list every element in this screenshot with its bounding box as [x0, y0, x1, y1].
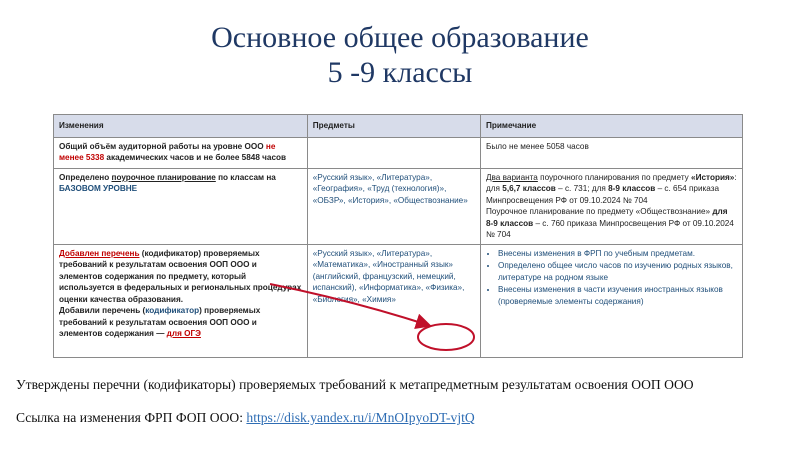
row2-note-g: – с. 760 приказа Минпросвещения РФ от 09.10.2024 № 704: [486, 218, 734, 239]
row1-text-b: академических часов и не более 5848 часов: [104, 153, 287, 162]
row3-red-oge: для ОГЭ: [166, 329, 201, 338]
row3-subjects-cell: «Русский язык», «Литература», «Математика», «Иностранный язык» (английский, французский, немецкий, испанский), «Информатика», «Физика», «Биология», «Химия»: [307, 244, 480, 357]
slide-title: Основное общее образование: [211, 21, 589, 54]
row2-note-e: – с. 654 приказа Минпросвещения РФ от 09.10.2024 № 704: [486, 184, 720, 205]
row1-subjects-cell: [307, 137, 480, 168]
header-notes: Примечание: [481, 115, 743, 138]
row3-text-c: Добавили перечень (: [59, 306, 146, 315]
row3-text-b: , который используется в федеральных и региональных процедурах оценки качества образования.: [59, 271, 302, 304]
row2-changes-cell: [54, 168, 308, 244]
row2-notes-cell: [481, 168, 743, 244]
row2-underlined-text: поурочное планирование: [111, 172, 216, 182]
table-row: [54, 244, 743, 357]
header-changes: Изменения: [54, 115, 308, 138]
disk-link[interactable]: https://disk.yandex.ru/i/MnOIpyoDT-vjtQ: [246, 410, 475, 425]
row1-changes-cell: [54, 137, 308, 168]
list-item: • Внесены изменения в ФРП по учебным предметам.: [498, 248, 737, 260]
footer-link-label: Ссылка на изменения ФРП ФОП ООО:: [16, 410, 247, 425]
row3-changes-cell: [54, 244, 308, 357]
list-item: • Определено общее число часов по изучению родных языков, литературе на родном языке: [498, 260, 737, 283]
row1-red-text: не менее 5338: [59, 141, 276, 162]
table-row: [54, 168, 743, 244]
table-header-row: [54, 115, 743, 138]
row2-note-f: Поурочное планирование по предмету «Обществознание»: [486, 207, 713, 216]
row2-note-d: – с. 731; для: [555, 184, 609, 193]
row1-notes-cell: Было не менее 5058 часов: [481, 137, 743, 168]
footer-note: Утверждены перечни (кодификаторы) проверяемых требований к метапредметным результатам освоения ООП ООО: [16, 377, 694, 392]
row2-note-a: поурочного планирования по предмету: [537, 172, 692, 182]
list-item: • Внесены изменения в части изучения иностранных языков (проверяемые элементы содержания): [498, 284, 737, 307]
row2-note-bold2: 5,6,7 классов: [502, 184, 556, 193]
row3-notes-list: [486, 248, 737, 308]
row3-blue-text: кодификатор: [145, 306, 200, 315]
row1-text-a: Общий объём аудиторной работы на уровне ООО: [59, 141, 266, 151]
row2-subjects-cell: «Русский язык», «Литература», «География», «Труд (технология)», «ОБЗР», «История», «Обществознание»: [307, 168, 480, 244]
changes-table: [53, 114, 743, 358]
row3-text-d: ) проверяемых требований к результатам освоения ООП ООО и элементов содержания —: [59, 306, 261, 338]
row3-text-a: (кодификатор) проверяемых требований к результатам освоения ООП ООО и элементов содержания по предмету: [59, 248, 260, 281]
row2-note-bold1: «История»: [691, 172, 735, 182]
row2-note-bold4: для 8-9 классов: [486, 207, 728, 228]
row2-note-bold3: 8-9 классов: [608, 184, 656, 193]
table-row: [54, 137, 743, 168]
row2-note-underlined: Два варианта: [486, 172, 538, 182]
footer-link-line: [16, 410, 475, 426]
row2-blue-text: БАЗОВОМ УРОВНЕ: [59, 184, 138, 193]
row2-text-a: Определено: [59, 172, 112, 182]
header-subjects: Предметы: [307, 115, 480, 138]
slide-subtitle: 5 -9 классы: [327, 56, 473, 89]
row2-note-c: : для: [486, 172, 737, 193]
row3-notes-cell: [481, 244, 743, 357]
row3-red-underlined: Добавлен перечень: [59, 248, 140, 258]
row2-text-b: по классам на: [215, 172, 276, 182]
